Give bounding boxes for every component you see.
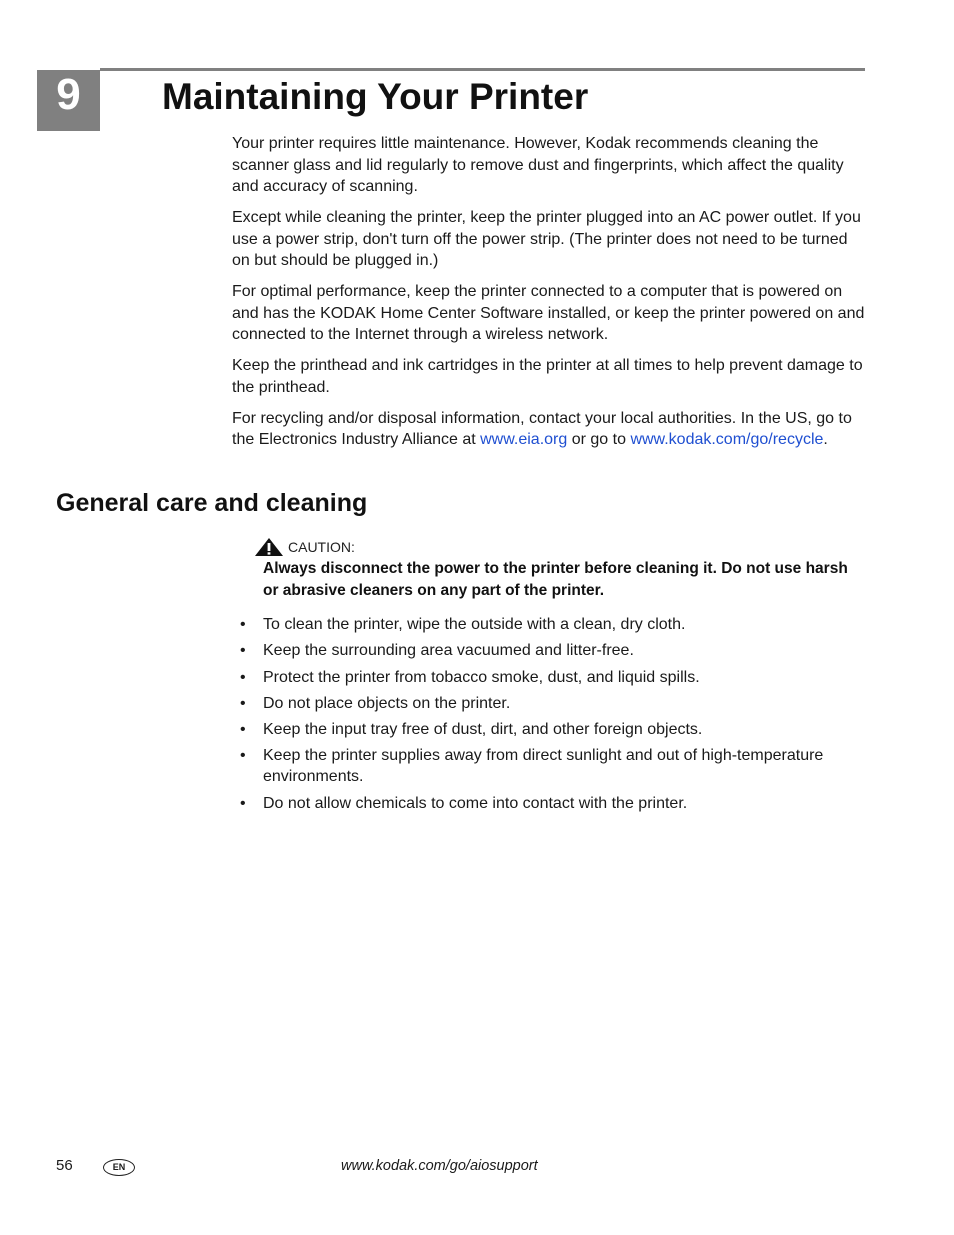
bullet-dot: • <box>240 616 246 633</box>
intro-text <box>232 133 866 460</box>
bullet-dot: • <box>240 721 246 739</box>
caution-label: CAUTION: <box>288 539 355 555</box>
warning-icon <box>254 537 284 557</box>
intro-paragraph-4: Keep the printhead and ink cartridges in the printer at all times to help prevent damage to the printhead. <box>232 357 863 396</box>
list-item-text: To clean the printer, wipe the outside with a clean, dry cloth. <box>263 616 686 633</box>
list-item-text: Keep the printer supplies away from direct sunlight and out of high-temperature environments. <box>263 747 824 786</box>
bullet-dot: • <box>240 794 246 812</box>
bullet-dot: • <box>240 642 246 660</box>
bullet-dot: • <box>240 668 246 686</box>
list-item <box>240 693 866 714</box>
intro-paragraph-1: Your printer requires little maintenance. However, Kodak recommends cleaning the scanner glass and lid regularly to remove dust and fingerprints, which affect the quality and accuracy of scanning. <box>232 135 844 195</box>
recycling-text-middle: or go to <box>567 431 631 448</box>
bullet-dot: • <box>240 747 246 765</box>
header-rule <box>100 68 865 71</box>
list-item-text: Do not allow chemicals to come into contact with the printer. <box>263 794 688 812</box>
list-item <box>240 640 866 661</box>
bullet-dot: • <box>240 694 246 712</box>
section-heading: General care and cleaning <box>56 489 368 517</box>
page-number: 56 <box>56 1157 73 1174</box>
kodak-recycle-link[interactable]: www.kodak.com/go/recycle <box>630 431 824 448</box>
list-item <box>240 793 866 814</box>
intro-paragraph-2: Except while cleaning the printer, keep the printer plugged into an AC power outlet. If you use a power strip, don't turn off the power strip. (The printer does not need to be turned on but should be plugged in.) <box>232 209 861 269</box>
recycling-text-start: For recycling and/or disposal information, contact your local authorities. In the US, go to the Electronics Industry Alliance at <box>232 409 852 448</box>
list-item-text: Keep the surrounding area vacuumed and litter-free. <box>263 642 634 660</box>
chapter-number-box <box>37 70 100 131</box>
chapter-number: 9 <box>56 70 81 119</box>
chapter-title: Maintaining Your Printer <box>162 76 589 117</box>
list-item <box>240 745 866 787</box>
list-item-text: Protect the printer from tobacco smoke, dust, and liquid spills. <box>263 668 700 686</box>
caution-text: Always disconnect the power to the printer before cleaning it. Do not use harsh or abrasive cleaners on any part of the printer. <box>263 560 848 599</box>
intro-paragraph-3: For optimal performance, keep the printer connected to a computer that is powered on and has the KODAK Home Center Software installed, or keep the printer powered on and connected to the Internet through a wireless network. <box>232 283 865 343</box>
footer-url: www.kodak.com/go/aiosupport <box>341 1158 538 1174</box>
list-item <box>240 719 866 740</box>
list-item-text: Do not place objects on the printer. <box>263 694 511 712</box>
list-item-text: Keep the input tray free of dust, dirt, and other foreign objects. <box>263 721 703 739</box>
language-badge: EN <box>103 1159 135 1176</box>
list-item <box>240 614 866 635</box>
caution-header <box>254 536 866 558</box>
caution-block <box>254 536 866 602</box>
eia-link[interactable]: www.eia.org <box>480 431 568 448</box>
intro-paragraph-5 <box>232 408 866 451</box>
recycling-text-end: . <box>823 431 828 448</box>
list-item <box>240 667 866 688</box>
care-bullet-list <box>240 614 866 819</box>
